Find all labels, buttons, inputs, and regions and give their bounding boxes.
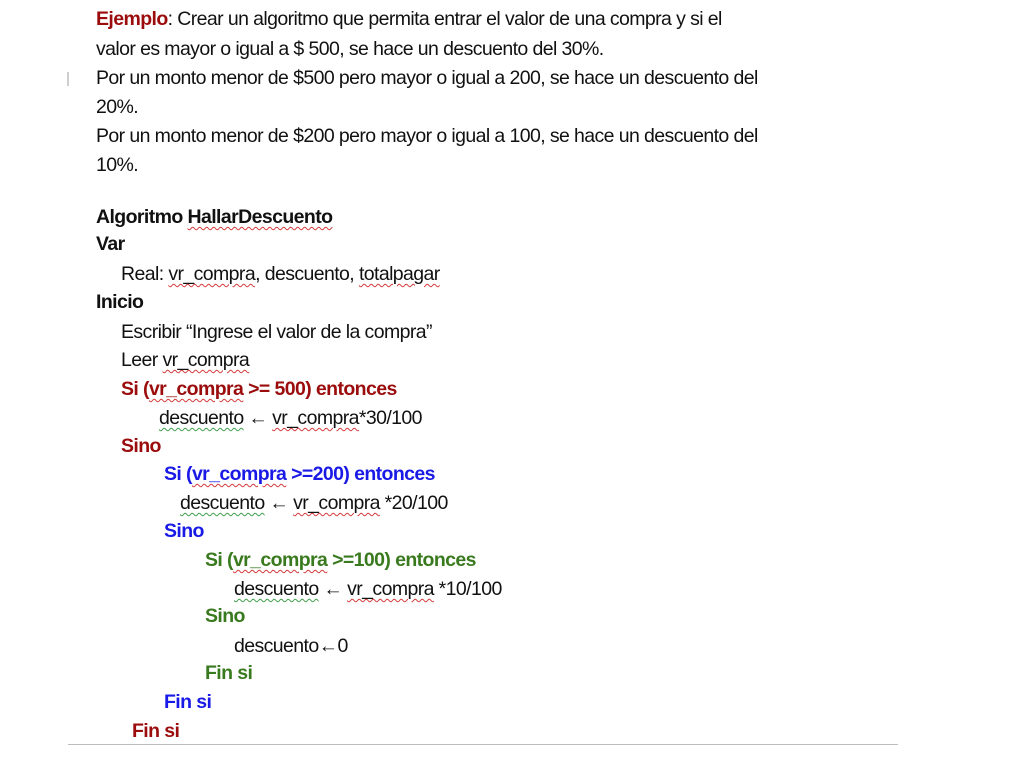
si-100-condition: [205, 551, 476, 571]
si-200-open: Si (: [164, 463, 192, 485]
si-500-var: vr_compra: [148, 378, 244, 400]
algorithm-name: HallarDescuento: [187, 206, 333, 228]
example-label: Ejemplo: [96, 8, 168, 30]
assign-20-rest: *20/100: [379, 492, 448, 514]
leer-statement: [121, 351, 249, 371]
si-100-rest: >=100) entonces: [327, 549, 476, 571]
keyword-inicio: Inicio: [96, 291, 144, 313]
sino-500: Sino: [121, 435, 161, 457]
leer-keyword: Leer: [121, 349, 158, 371]
si-500-open: Si (: [121, 378, 149, 400]
keyword-var: Var: [96, 233, 125, 255]
assign-30-rest: *30/100: [358, 407, 422, 429]
assign-10-src: vr_compra: [347, 578, 434, 600]
algorithm-header: [96, 208, 332, 228]
si-500-rest: >= 500) entonces: [243, 378, 397, 400]
intro-line-5: Por un monto menor de $200 pero mayor o igual a 100, se hace un descuento del: [96, 125, 758, 147]
intro-line-2: valor es mayor o igual a $ 500, se hace un descuento del 30%.: [96, 38, 604, 60]
sino-100: Sino: [205, 605, 245, 627]
assign-20: [180, 494, 448, 514]
intro-line-1: [96, 10, 722, 30]
fin-si-500: Fin si: [132, 720, 180, 742]
intro-line-1-text: : Crear un algoritmo que permita entrar el valor de una compra y si el: [167, 8, 722, 30]
assign-10-rest: *10/100: [433, 578, 502, 600]
assign-10-var: descuento: [234, 578, 319, 600]
assign-20-src: vr_compra: [293, 492, 380, 514]
escribir-statement: Escribir “Ingrese el valor de la compra”: [121, 321, 432, 343]
margin-mark: [67, 72, 69, 86]
si-100-open: Si (: [205, 549, 233, 571]
assign-10: [234, 580, 502, 600]
type-real: Real:: [121, 263, 164, 285]
si-200-rest: >=200) entonces: [286, 463, 435, 485]
intro-line-4: 20%.: [96, 96, 139, 118]
leer-var: vr_compra: [162, 349, 250, 371]
assign-zero: descuento←0: [234, 635, 348, 657]
arrow-icon: ←: [264, 492, 294, 514]
fin-si-100: Fin si: [205, 662, 253, 684]
si-200-condition: [164, 465, 435, 485]
var-vr-compra: vr_compra: [168, 263, 256, 285]
assign-20-var: descuento: [180, 492, 265, 514]
bottom-divider: [68, 744, 898, 745]
intro-line-3: Por un monto menor de $500 pero mayor o igual a 200, se hace un descuento del: [96, 67, 758, 89]
assign-30-var: descuento: [159, 407, 244, 429]
assign-30: [159, 409, 422, 429]
si-200-var: vr_compra: [191, 463, 287, 485]
intro-line-6: 10%.: [96, 154, 139, 176]
si-500-condition: [121, 380, 397, 400]
var-totalpagar: totalpagar: [358, 263, 440, 285]
keyword-algoritmo: Algoritmo: [96, 206, 183, 228]
fin-si-200: Fin si: [164, 691, 212, 713]
var-separator: , descuento,: [255, 263, 355, 285]
si-100-var: vr_compra: [232, 549, 328, 571]
arrow-icon: ←: [318, 578, 348, 600]
var-declaration: [121, 265, 440, 285]
assign-30-src: vr_compra: [272, 407, 359, 429]
sino-200: Sino: [164, 520, 204, 542]
arrow-icon: ←: [243, 407, 273, 429]
